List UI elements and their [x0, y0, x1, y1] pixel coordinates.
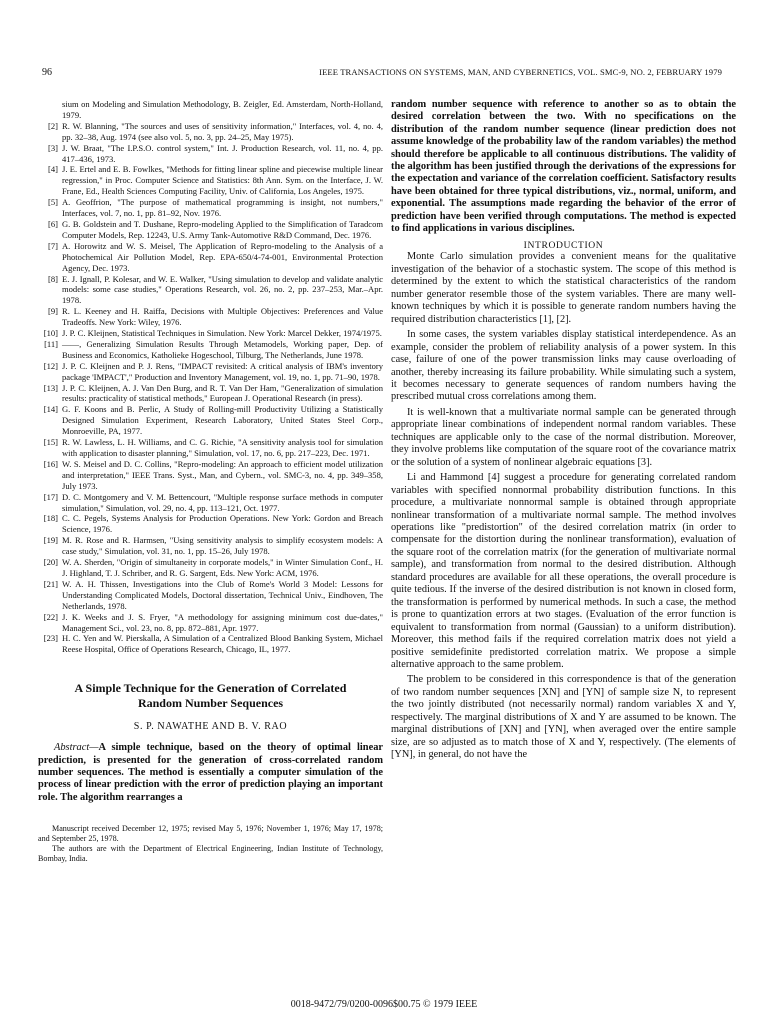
- reference-text: W. A. H. Thissen, Investigations into the Club of Rome's World 3 Model: Lessons for Understanding Complicated Models, Doctoral dissertation, Technical Univ., Eindhoven, The Netherlands, 1978.: [62, 578, 383, 611]
- right-column: [391, 99, 736, 762]
- footnote-received: Manuscript received December 12, 1975; revised May 5, 1976; November 1, 1976; May 17, 1978; and September 25, 1978.: [38, 824, 383, 844]
- abstract-continued: random number sequence with reference to another so as to obtain the desired correlation between the two. With no specifications on the distribution of the random number sequence (linear prediction does not assume knowledge of the probability law of the random variables) the method should therefore be applicable to all continuous distributions. The validity of the algorithm has been justified through the derivations of the expressions for the expectation and variance of the correlation coefficient. Satisfactory results have been obtained for three typical distributions, viz., normal, uniform, and exponential. The assumptions made regarding the behavior of the error of prediction have been verified through computations. The method is expected to find applications in various disciplines.: [391, 99, 736, 235]
- section-heading: INTRODUCTION: [523, 240, 604, 252]
- reference-item: [38, 339, 383, 361]
- reference-number: [3]: [48, 142, 58, 153]
- reference-item: [38, 383, 383, 405]
- article-authors: S. P. NAWATHE AND B. V. RAO: [133, 721, 288, 733]
- reference-item: [38, 535, 383, 557]
- reference-item: [38, 633, 383, 655]
- reference-text: C. C. Pegels, Systems Analysis for Production Operations. New York: Gordon and Breach Science, 1976.: [62, 513, 383, 535]
- reference-list: [38, 99, 383, 655]
- reference-number: [14]: [43, 404, 58, 415]
- footnote-affiliation: The authors are with the Department of Electrical Engineering, Indian Institute of Technology, Bombay, India.: [38, 843, 383, 863]
- reference-text: A. Horowitz and W. S. Meisel, The Application of Repro-modeling to the Analysis of a Photochemical Air Pollution Model, Rep. EPA-650/4-74-001, Environmental Protection Agency, Dec. 1973.: [62, 240, 383, 273]
- body-paragraph: Monte Carlo simulation provides a convenient means for the qualitative investigation of the behavior of a stochastic system. The scope of this method is determined by the extent to which the statistical characteristics of the random number generator resemble those of the system variables. There are many well-known techniques by which it is possible to generate random numbers having the required distribution characteristics [1], [2].: [391, 251, 736, 325]
- body-paragraph: It is well-known that a multivariate normal sample can be generated through appropriate linear combinations of independent normal random variables. These techniques are applicable only to the case of the normal distribution. Moreover, they involve problems like computation of the square root of the covariance matrix or the solution of a system of nonlinear algebraic equations [3].: [391, 406, 736, 468]
- reference-item: [38, 328, 383, 339]
- reference-item: [38, 557, 383, 579]
- reference-text: J. P. C. Kleijnen, A. J. Van Den Burg, and R. T. Van Der Ham, "Generalization of simulation results: practicality of statistical methods," European J. Operational Research (in press).: [62, 382, 383, 404]
- reference-number: [23]: [43, 633, 58, 644]
- reference-number: [13]: [43, 382, 58, 393]
- article-body: [391, 251, 736, 761]
- reference-number: [19]: [43, 535, 58, 546]
- reference-number: [4]: [48, 164, 58, 175]
- reference-number: [5]: [48, 197, 58, 208]
- reference-text: W. A. Sherden, "Origin of simultaneity in corporate models," in Winter Simulation Conf., H. J. Highland, T. J. Schriber, and R. G. Sargent, Eds. New York: ACM, 1976.: [62, 557, 383, 578]
- reference-item: [38, 513, 383, 535]
- reference-item: [38, 241, 383, 274]
- body-paragraph: The problem to be considered in this correspondence is that of the generation of two random number sequences [XN] and [YN] of sample size N, to represent the two jointly distributed (not necessarily normal) random variables X and Y, respectively. The marginal distributions of X and Y are assumed to be known. The marginal distributions of [XN] and [YN], when averaged over the entire sample size, are so adjusted as to match those of X and Y, respectively. (The elements of [YN], in general, do not have the: [391, 674, 736, 761]
- reference-text: H. C. Yen and W. Pierskalla, A Simulation of a Centralized Blood Banking System, Michael Reese Hospital, Office of Operations Research, Chicago, IL, 1977.: [62, 633, 383, 655]
- reference-item: [38, 143, 383, 165]
- reference-number: [7]: [48, 240, 58, 251]
- reference-text: J. W. Braat, "The I.P.S.O. control system," Int. J. Production Research, vol. 11, no. 4, pp. 417–436, 1973.: [62, 142, 383, 164]
- reference-number: [21]: [43, 578, 58, 589]
- reference-continued: sium on Modeling and Simulation Methodology, B. Zeigler, Ed. Amsterdam, North-Holland, 1979.: [62, 99, 383, 120]
- reference-text: R. W. Blanning, "The sources and uses of sensitivity information," Interfaces, vol. 4, no. 4, pp. 32–38, Aug. 1974 (see also vol. 5, no. 3, pp. 24–25, May 1975).: [62, 120, 383, 142]
- reference-number: [12]: [43, 360, 58, 371]
- reference-number: [2]: [48, 120, 58, 131]
- reference-item: [38, 197, 383, 219]
- reference-item: [38, 121, 383, 143]
- article-title: A Simple Technique for the Generation of Correlated Random Number Sequences: [74, 681, 347, 711]
- abstract-text: A simple technique, based on the theory of optimal linear prediction, is presented for the generation of cross-correlated random number sequences. The method is essentially a computer simulation of the process of linear prediction with the error of prediction playing an important role. The algorithm rearranges a: [38, 742, 383, 803]
- footnote: [38, 824, 383, 863]
- reference-item: [38, 579, 383, 612]
- reference-text: J. P. C. Kleijnen and P. J. Rens, "IMPACT revisited: A critical analysis of IBM's inventory package 'IMPACT'," Production and Inventory Management, vol. 19, no. 1, pp. 71–90, 1978.: [62, 360, 383, 382]
- reference-number: [18]: [43, 513, 58, 524]
- left-column: [38, 99, 383, 863]
- reference-text: G. B. Goldstein and T. Dushane, Repro-modeling Applied to the Simplification of Taradcom Computer Models, Rep. 12243, U.S. Army Tank-Automotive R&D Command, Dec. 1976.: [62, 218, 383, 240]
- reference-text: G. F. Koons and B. Perlic, A Study of Rolling-mill Productivity Utilizing a Statistically Designed Simulation Experiment, Research Laboratory, United States Steel Corp., Monroeville, PA, 1977.: [62, 404, 383, 437]
- running-header: IEEE TRANSACTIONS ON SYSTEMS, MAN, AND CYBERNETICS, VOL. SMC-9, NO. 2, FEBRUARY 1979: [319, 67, 722, 77]
- reference-number: [20]: [43, 557, 58, 568]
- reference-number: [15]: [43, 437, 58, 448]
- body-paragraph: Li and Hammond [4] suggest a procedure for generating correlated random variables with specified nonnormal probability distribution functions. In this procedure, a multivariate nonnormal sample is obtained through appropriate nonlinear transformation of a multivariate normal sample. The method involves operations like "predistortion" of the desired correlation matrix (in order to compensate for the distortion during the nonlinear transformation), evaluation of the square root of the correlation matrix (for the generation of multivariate normal sample), and transformation from normal to the desired distribution. Although standard procedures are available for all these operations, the overall procedure is quite tedious. If the inverse of the desired distribution is not known in closed form, the transformation is performed by numerical methods. In such a case, the method is prone to quantization errors at two stages. (Evaluation of the error function is equivalent to transformation from normal (Gaussian) to a uniform distribution). Moreover, this method fails if the required correlation matrix does not yield a positive semidefinite predistorted correlation matrix. We propose a simple alternative approach to the same problem.: [391, 472, 736, 670]
- reference-number: [17]: [43, 491, 58, 502]
- abstract-label: Abstract—: [54, 742, 99, 754]
- reference-item: [38, 612, 383, 634]
- body-paragraph: In some cases, the system variables display statistical interdependence. As an example, consider the problem of reliability analysis of a power system. In this case, failure of one of the power transmission links may cause overloading of another, thereby increasing its failure probability. While simulating such a system, it becomes necessary to generate sequences of random numbers having the prescribed mutual cross correlations among them.: [391, 329, 736, 403]
- reference-number: [6]: [48, 218, 58, 229]
- reference-text: A. Geoffrion, "The purpose of mathematical programming is insight, not numbers," Interfaces, vol. 7, no. 1, pp. 81–92, Nov. 1976.: [62, 197, 383, 219]
- reference-number: [11]: [44, 338, 58, 349]
- reference-item: [38, 361, 383, 383]
- copyright-footer: 0018-9472/79/0200-0096$00.75 © 1979 IEEE: [290, 999, 478, 1010]
- reference-text: R. W. Lawless, L. H. Williams, and C. G. Richie, "A sensitivity analysis tool for simulation with application to disaster planning," Simulation, vol. 17, no. 6, pp. 217–223, Dec. 1971.: [62, 437, 383, 458]
- reference-text: E. J. Ignall, P. Kolesar, and W. E. Walker, "Using simulation to develop and validate analytic models: some case studies," Operations Research, vol. 26, no. 2, pp. 237–253, Mar.–Apr. 1978.: [62, 273, 383, 306]
- reference-item: [38, 437, 383, 459]
- reference-item: [38, 219, 383, 241]
- reference-text: M. R. Rose and R. Harmsen, "Using sensitivity analysis to simplify ecosystem models: A case study," Simulation, vol. 31, no. 1, pp. 15–26, July 1978.: [62, 535, 383, 557]
- reference-item: [38, 274, 383, 307]
- reference-item: [38, 404, 383, 437]
- reference-item: [38, 306, 383, 328]
- reference-number: [16]: [43, 458, 58, 469]
- reference-text: J. K. Weeks and J. S. Fryer, "A methodology for assigning minimum cost due-dates," Management Sci., vol. 23, no. 8, pp. 872–881, Apr. 1977.: [62, 611, 383, 633]
- reference-text: W. S. Meisel and D. C. Collins, "Repro-modeling: An approach to efficient model utilization and interpretation," IEEE Trans. Syst., Man, and Cybern., vol. SMC-3, no. 4, pp. 349–358, July 1973.: [62, 458, 383, 491]
- reference-text: R. L. Keeney and H. Raiffa, Decisions with Multiple Objectives: Preferences and Value Tradeoffs. New York: Wiley, 1976.: [62, 306, 383, 328]
- page-number: 96: [42, 67, 52, 78]
- abstract: [38, 742, 383, 804]
- reference-number: [22]: [43, 611, 58, 622]
- reference-number: [8]: [48, 273, 58, 284]
- reference-item: [38, 459, 383, 492]
- reference-item: [38, 164, 383, 197]
- reference-number: [9]: [48, 306, 58, 317]
- reference-item: [38, 492, 383, 514]
- reference-text: ——, Generalizing Simulation Results Through Metamodels, Working paper, Dep. of Business and Economics, Katholieke Hogeschool, Tilburg, The Netherlands, June 1978.: [62, 338, 383, 360]
- reference-text: J. E. Ertel and E. B. Fowlkes, "Methods for fitting linear spline and piecewise multiple linear regression," in Proc. Computer Science and Statistics: 8th Ann. Sym. on the Interface, J. W. Frane, Ed., Health Sciences Computing Facility, Univ. of California, Los Angeles, 1975.: [62, 164, 383, 197]
- reference-text: D. C. Montgomery and V. M. Bettencourt, "Multiple response surface methods in computer simulation," Simulation, vol. 29, no. 4, pp. 113–121, Oct. 1977.: [62, 491, 383, 513]
- reference-text: J. P. C. Kleijnen, Statistical Techniques in Simulation. New York: Marcel Dekker, 1974/1975.: [62, 328, 382, 339]
- reference-number: [10]: [43, 328, 58, 339]
